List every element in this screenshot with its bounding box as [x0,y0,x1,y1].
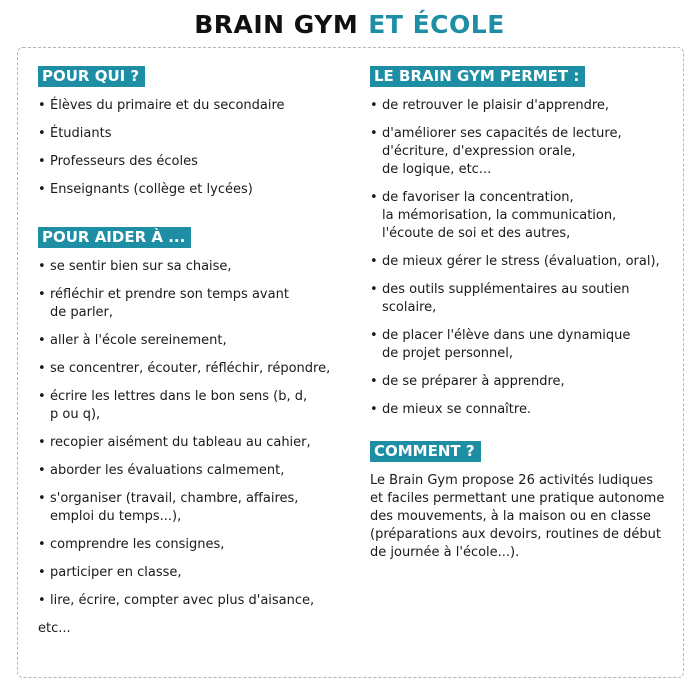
comment-paragraph: Le Brain Gym propose 26 activités ludiques et faciles permettant une pratique autonome des mouvements, à la maison ou en classe (préparations aux devoirs, routines de début de journée à l'école...). [370,473,665,560]
bullet-icon: • [370,282,378,297]
list-item [38,360,358,378]
list-item [38,181,358,199]
bullet-icon: • [38,287,46,302]
bullet-icon: • [370,328,378,343]
list-item [38,564,358,582]
list-item-text: de mieux gérer le stress (évaluation, oral), [382,254,660,269]
left-column [38,66,358,638]
list-item [38,462,358,480]
list-item-text: de favoriser la concentration, la mémorisation, la communication, l'écoute de soi et des autres, [382,190,617,241]
title-brain-gym: BRAIN GYM [194,10,359,39]
list-item-text: réfléchir et prendre son temps avant de parler, [50,287,289,320]
list-item [370,189,682,243]
bullet-icon: • [370,190,378,205]
list-item-text: de mieux se connaître. [382,402,532,417]
bullet-icon: • [370,126,378,141]
list-item [38,125,358,143]
list-item-text: Enseignants (collège et lycées) [50,182,253,197]
bullet-icon: • [38,154,46,169]
bullet-icon: • [38,593,46,608]
list-item-text: de placer l'élève dans une dynamique de projet personnel, [382,328,631,361]
heading-permet: LE BRAIN GYM PERMET : [370,66,585,87]
bullet-icon: • [38,182,46,197]
page-title [0,10,699,39]
list-item-text: d'améliorer ses capacités de lecture, d'écriture, d'expression orale, de logique, etc... [382,126,622,177]
list-item-text: Élèves du primaire et du secondaire [50,98,285,113]
heading-pour-qui: POUR QUI ? [38,66,145,87]
list-item-text: des outils supplémentaires au soutien scolaire, [382,282,630,315]
list-item [38,592,358,610]
list-item-text: aborder les évaluations calmement, [50,463,285,478]
list-item [38,434,358,452]
bullet-icon: • [38,491,46,506]
list-item [38,97,358,115]
list-item-text: de retrouver le plaisir d'apprendre, [382,98,610,113]
bullet-icon: • [370,374,378,389]
list-item [38,388,358,424]
list-item-text: recopier aisément du tableau au cahier, [50,435,311,450]
list-item-text: de se préparer à apprendre, [382,374,565,389]
pour-aider-list [38,258,358,610]
bullet-icon: • [370,402,378,417]
bullet-icon: • [38,389,46,404]
list-item [38,490,358,526]
bullet-icon: • [38,463,46,478]
bullet-icon: • [38,126,46,141]
list-item-text: aller à l'école sereinement, [50,333,227,348]
list-item-text: se sentir bien sur sa chaise, [50,259,232,274]
right-column [370,66,682,562]
list-item [38,332,358,350]
title-et-ecole: ET ÉCOLE [368,10,505,39]
list-item-text: participer en classe, [50,565,182,580]
list-item [38,153,358,171]
bullet-icon: • [38,361,46,376]
bullet-icon: • [38,537,46,552]
list-item [370,401,682,419]
bullet-icon: • [38,565,46,580]
list-item-text: lire, écrire, compter avec plus d'aisance, [50,593,315,608]
bullet-icon: • [38,333,46,348]
list-item [370,253,682,271]
permet-list [370,97,682,419]
list-item [370,97,682,115]
list-item [370,281,682,317]
heading-pour-aider: POUR AIDER À ... [38,227,191,248]
list-item-text: se concentrer, écouter, réfléchir, répondre, [50,361,331,376]
bullet-icon: • [38,435,46,450]
pour-qui-list [38,97,358,199]
list-item-text: écrire les lettres dans le bon sens (b, d, p ou q), [50,389,308,422]
list-item [370,125,682,179]
bullet-icon: • [370,98,378,113]
list-item-text: s'organiser (travail, chambre, affaires, emploi du temps...), [50,491,299,524]
bullet-icon: • [38,259,46,274]
bullet-icon: • [370,254,378,269]
list-item-text: Professeurs des écoles [50,154,198,169]
heading-comment: COMMENT ? [370,441,481,462]
list-item [370,373,682,391]
etc-text: etc... [38,621,71,636]
list-item [370,327,682,363]
list-item [38,286,358,322]
list-item [38,536,358,554]
list-item-text: comprendre les consignes, [50,537,225,552]
list-item-text: Étudiants [50,126,112,141]
bullet-icon: • [38,98,46,113]
list-item [38,258,358,276]
